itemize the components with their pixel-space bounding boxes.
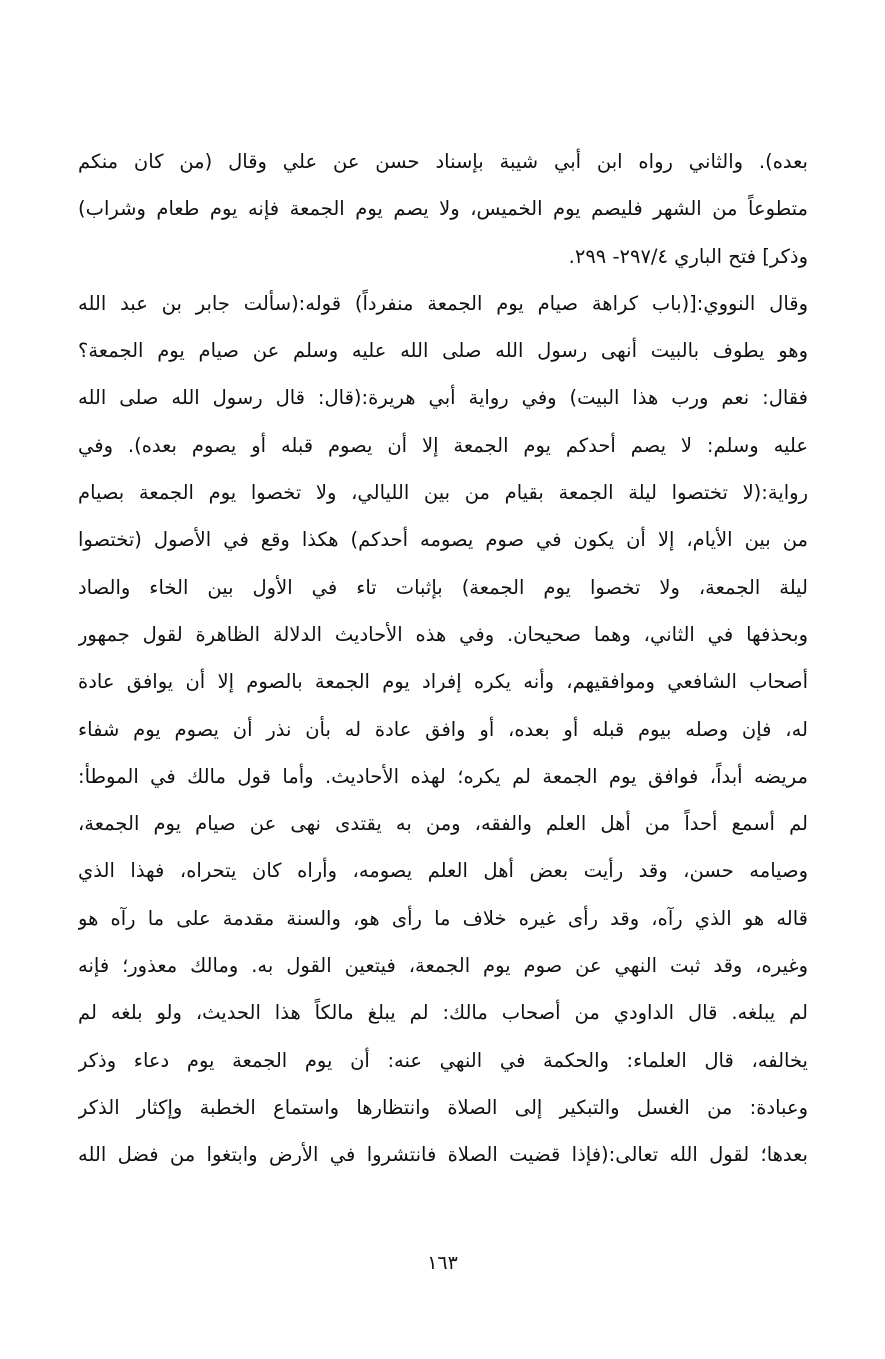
text-line: لم أسمع أحداً من أهل العلم والفقه، ومن به يقتدى نهى عن صيام يوم الجمعة، bbox=[78, 812, 808, 836]
text-line: فقال: نعم ورب هذا البيت) وفي رواية أبي هريرة:(قال: قال رسول الله صلى الله bbox=[78, 386, 808, 410]
text-line: وبحذفها في الثاني، وهما صحيحان. وفي هذه الأحاديث الدلالة الظاهرة لقول جمهور bbox=[78, 622, 808, 646]
text-line: أصحاب الشافعي وموافقيهم، وأنه يكره إفراد يوم الجمعة بالصوم إلا أن يوافق عادة bbox=[78, 670, 808, 694]
text-line: رواية:(لا تختصوا ليلة الجمعة بقيام من بين الليالي، ولا تخصوا يوم الجمعة بصيام bbox=[78, 481, 808, 505]
text-line: له، فإن وصله بيوم قبله أو بعده، أو وافق عادة له بأن نذر أن يصوم يوم شفاء bbox=[78, 717, 808, 741]
text-body bbox=[78, 138, 808, 1179]
text-line: وقال النووي:[(باب كراهة صيام يوم الجمعة منفرداً) قوله:(سألت جابر بن عبد الله bbox=[78, 291, 808, 315]
text-line: بعدها؛ لقول الله تعالى:(فإذا قضيت الصلاة فانتشروا في الأرض وابتغوا من فضل الله bbox=[78, 1143, 808, 1167]
text-line: لم يبلغه. قال الداودي من أصحاب مالك: لم يبلغ مالكاً هذا الحديث، ولو بلغه لم bbox=[78, 1001, 808, 1025]
text-line: وعبادة: من الغسل والتبكير إلى الصلاة وانتظارها واستماع الخطبة وإكثار الذكر bbox=[78, 1095, 808, 1119]
text-line: عليه وسلم: لا يصم أحدكم يوم الجمعة إلا أن يصوم قبله أو يصوم بعده). وفي bbox=[78, 433, 808, 457]
text-line: وغيره، وقد ثبت النهي عن صوم يوم الجمعة، فيتعين القول به. ومالك معذور؛ فإنه bbox=[78, 954, 808, 978]
text-line: مريضه أبداً، فوافق يوم الجمعة لم يكره؛ لهذه الأحاديث. وأما قول مالك في الموطأ: bbox=[78, 764, 808, 788]
text-line: يخالفه، قال العلماء: والحكمة في النهي عنه: أن يوم الجمعة يوم دعاء وذكر bbox=[78, 1048, 808, 1072]
page-number: ١٦٣ bbox=[427, 1252, 458, 1274]
text-line: متطوعاً من الشهر فليصم يوم الخميس، ولا يصم يوم الجمعة فإنه يوم طعام وشراب) bbox=[78, 197, 808, 221]
text-line: ليلة الجمعة، ولا تخصوا يوم الجمعة) بإثبات تاء في الأول بين الخاء والصاد bbox=[78, 575, 808, 599]
text-line: بعده). والثاني رواه ابن أبي شيبة بإسناد حسن عن علي وقال (من كان منكم bbox=[78, 150, 808, 173]
text-line: وصيامه حسن، وقد رأيت بعض أهل العلم يصومه، وأراه كان يتحراه، فهذا الذي bbox=[78, 859, 808, 883]
text-line: وهو يطوف بالبيت أنهى رسول الله صلى الله عليه وسلم عن صيام يوم الجمعة؟ bbox=[78, 339, 808, 363]
text-line: من بين الأيام، إلا أن يكون في صوم يصومه أحدكم) هكذا وقع في الأصول (تختصوا bbox=[78, 528, 808, 552]
text-line: قاله هو الذي رآه، وقد رأى غيره خلاف ما رأى هو، والسنة مقدمة على ما رآه هو bbox=[78, 906, 808, 930]
text-line: وذكر] فتح الباري ٢٩٧/٤- ٢٩٩. bbox=[568, 244, 808, 268]
